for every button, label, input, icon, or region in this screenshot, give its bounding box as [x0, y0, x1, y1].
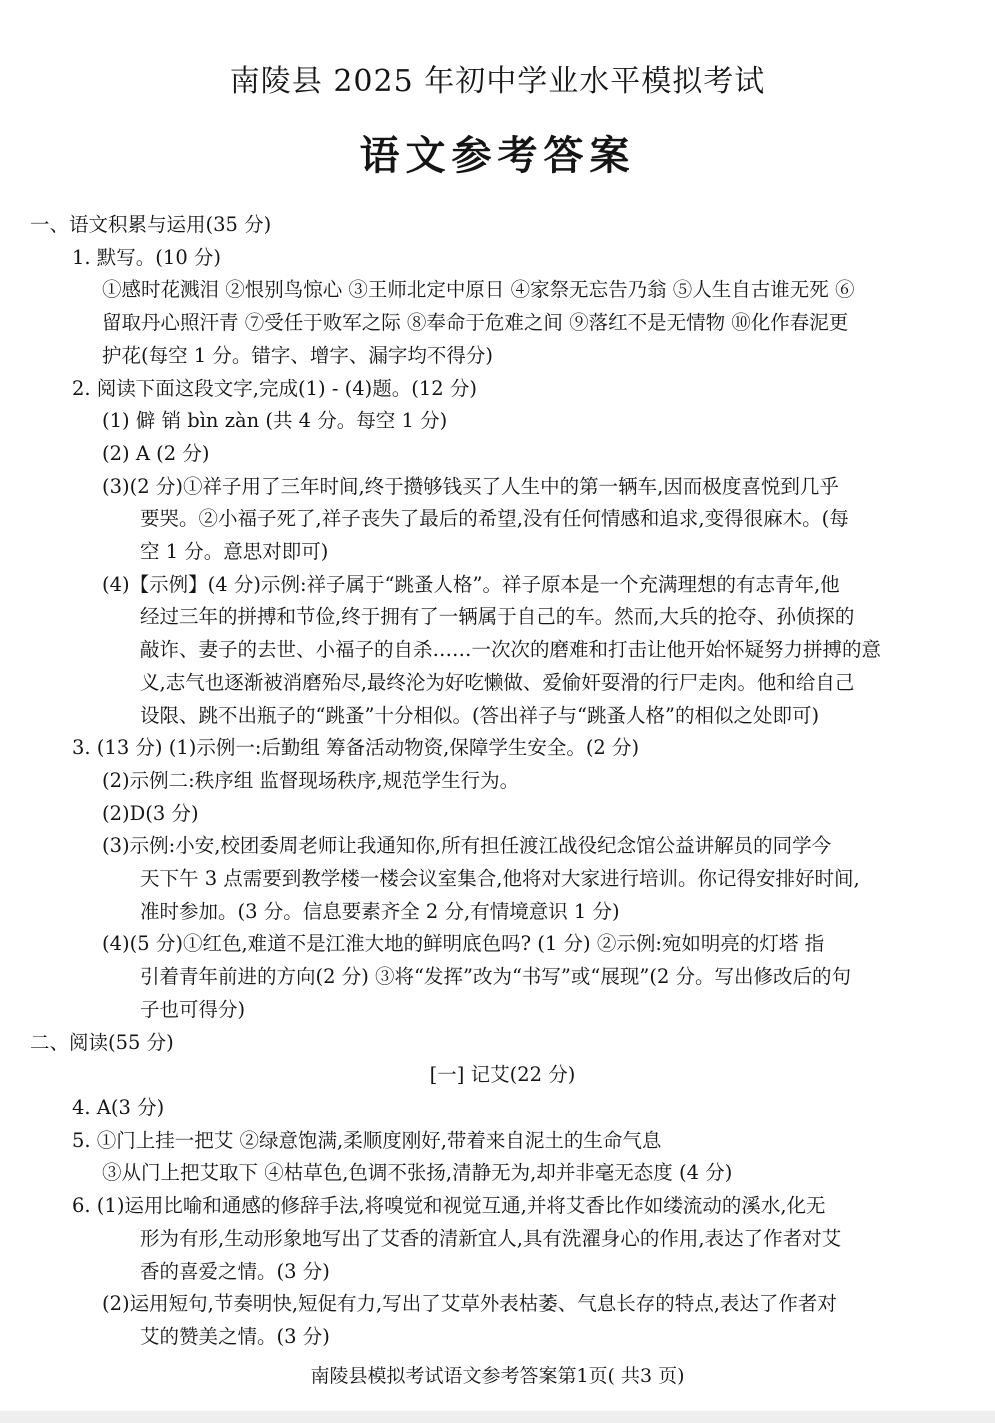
answer-line: 敲诈、妻子的去世、小福子的自杀……一次次的磨难和打击让他开始怀疑努力拼搏的意 — [140, 638, 882, 662]
answer-line: 子也可得分) — [140, 997, 246, 1021]
answer-line: (2)示例二:秩序组 监督现场秩序,规范学生行为。 — [102, 768, 520, 792]
answer-line: 护花(每空 1 分。错字、增字、漏字均不得分) — [102, 343, 494, 367]
subject-title: 语文参考答案 — [359, 133, 636, 179]
answer-body — [30, 209, 975, 1354]
section-heading: 一、语文积累与运用(35 分) — [30, 213, 272, 236]
answer-line: 要哭。②小福子死了,祥子丧失了最后的希望,没有任何情感和追求,变得很麻木。(每 — [140, 507, 849, 531]
answer-line: 义,志气也逐渐被消磨殆尽,最终沦为好吃懒做、爱偷奸耍滑的行尸走肉。他和给自己 — [140, 670, 855, 694]
answer-line: (3)(2 分)①祥子用了三年时间,终于攒够钱买了人生中的第一辆车,因而极度喜悦到几乎 — [102, 474, 839, 498]
answer-line: 引着青年前进的方向(2 分) ③将“发挥”改为“书写”或“展现”(2 分。写出修改后的句 — [140, 965, 852, 989]
answer-line: (1) 僻 销 bìn zàn (共 4 分。每空 1 分) — [102, 409, 448, 433]
answer-line: ①感时花溅泪 ②恨别鸟惊心 ③王师北定中原日 ④家祭无忘告乃翁 ⑤人生自古谁无死 ⑥ — [102, 278, 855, 302]
passage-heading: [一] 记艾(22 分) — [429, 1063, 576, 1087]
answer-line: (2) A (2 分) — [102, 441, 210, 465]
answer-line: 经过三年的拼搏和节俭,终于拥有了一辆属于自己的车。然而,大兵的抢夺、孙侦探的 — [140, 605, 855, 629]
answer-line: (2)D(3 分) — [102, 801, 199, 825]
answer-line: 设限、跳不出瓶子的“跳蚤”十分相似。(答出祥子与“跳蚤人格”的相似之处即可) — [140, 703, 820, 727]
section-heading: 二、阅读(55 分) — [30, 1030, 174, 1054]
answer-line: 6. (1)运用比喻和通感的修辞手法,将嗅觉和视觉互通,并将艾香比作如缕流动的溪水,化无 — [72, 1194, 826, 1218]
answer-line: (2)运用短句,节奏明快,短促有力,写出了艾草外表枯萎、气息长存的特点,表达了作者对 — [102, 1292, 837, 1316]
answer-line: 2. 阅读下面这段文字,完成(1) - (4)题。(12 分) — [72, 376, 477, 400]
answer-line: 留取丹心照汗青 ⑦受任于败军之际 ⑧奉命于危难之间 ⑨落红不是无情物 ⑩化作春泥更 — [102, 311, 849, 335]
answer-line: 形为有形,生动形象地写出了艾香的清新宜人,具有洗濯身心的作用,表达了作者对艾 — [140, 1226, 842, 1250]
answer-line: (4)【示例】(4 分)示例:祥子属于“跳蚤人格”。祥子原本是一个充满理想的有志青年,他 — [102, 572, 840, 596]
answer-line: 3. (13 分) (1)示例一:后勤组 筹备活动物资,保障学生安全。(2 分) — [72, 736, 640, 760]
answer-line: (4)(5 分)①红色,难道不是江淮大地的鲜明底色吗? (1 分) ②示例:宛如明亮的灯塔 指 — [102, 932, 825, 956]
answer-line: 艾的赞美之情。(3 分) — [140, 1324, 330, 1348]
answer-line: 1. 默写。(10 分) — [72, 245, 222, 269]
answer-line: (3)示例:小安,校团委周老师让我通知你,所有担任渡江战役纪念馆公益讲解员的同学今 — [102, 834, 832, 858]
answer-line: 5. ①门上挂一把艾 ②绿意饱满,柔顺度刚好,带着来自泥土的生命气息 — [72, 1128, 662, 1152]
answer-line: ③从门上把艾取下 ④枯草色,色调不张扬,清静无为,却并非毫无态度 (4 分) — [102, 1161, 733, 1185]
answer-line: 准时参加。(3 分。信息要素齐全 2 分,有情境意识 1 分) — [140, 899, 620, 923]
exam-title: 南陵县 2025 年初中学业水平模拟考试 — [229, 64, 766, 99]
answer-line: 香的喜爱之情。(3 分) — [140, 1259, 330, 1283]
page-footer: 南陵县模拟考试语文参考答案第1页( 共3 页) — [310, 1365, 685, 1387]
answer-line: 天下午 3 点需要到教学楼一楼会议室集合,他将对大家进行培训。你记得安排好时间, — [140, 867, 860, 891]
answer-line: 4. A(3 分) — [72, 1095, 165, 1119]
answer-line: 空 1 分。意思对即可) — [140, 540, 329, 564]
